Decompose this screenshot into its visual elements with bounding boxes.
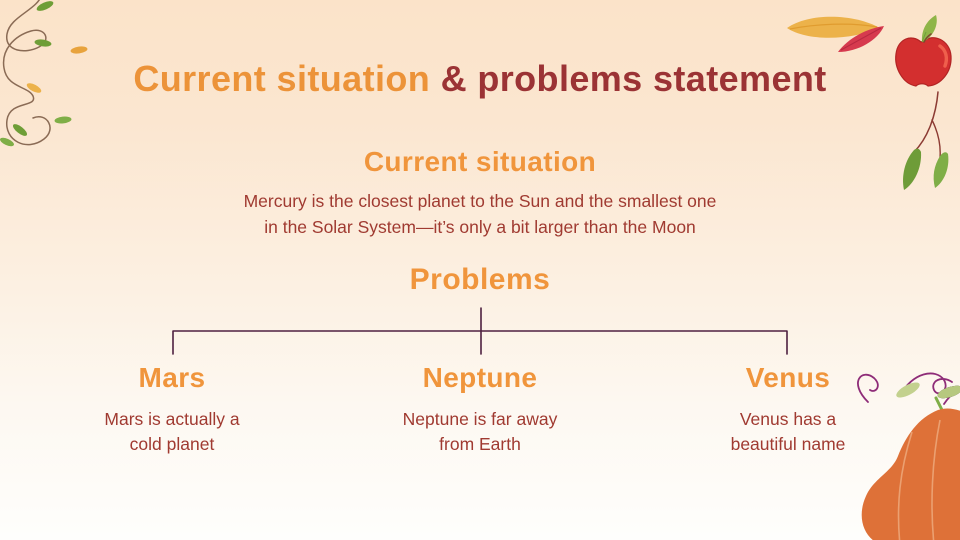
venus-description — [658, 407, 918, 457]
current-situation-body-line1: Mercury is the closest planet to the Sun and the smallest one — [243, 191, 717, 211]
venus-description-line2: beautiful name — [730, 434, 846, 454]
problems-heading: Problems — [409, 263, 551, 296]
venus-title: Venus — [745, 362, 831, 393]
current-situation-body-line2: in the Solar System—it’s only a bit larger than the Moon — [264, 217, 696, 237]
problem-item-neptune — [350, 362, 610, 457]
mars-description-line2: cold planet — [129, 434, 215, 454]
mars-description — [42, 407, 302, 457]
venus-description-line1: Venus has a — [739, 409, 837, 429]
mars-title: Mars — [138, 362, 206, 393]
problem-item-venus — [658, 362, 918, 457]
current-situation-body — [0, 188, 960, 240]
neptune-title: Neptune — [422, 362, 538, 393]
problem-item-mars — [42, 362, 302, 457]
neptune-description-line1: Neptune is far away — [402, 409, 558, 429]
red-leaf-icon — [838, 26, 884, 52]
slide-title-rest: & problems statement — [440, 58, 827, 99]
current-situation-heading: Current situation — [363, 146, 597, 177]
neptune-description-line2: from Earth — [439, 434, 521, 454]
slide-title — [0, 58, 960, 100]
yellow-leaf-icon — [787, 17, 880, 38]
mars-description-line1: Mars is actually a — [104, 409, 240, 429]
neptune-description — [350, 407, 610, 457]
slide-title-highlight: Current situation — [133, 58, 441, 99]
